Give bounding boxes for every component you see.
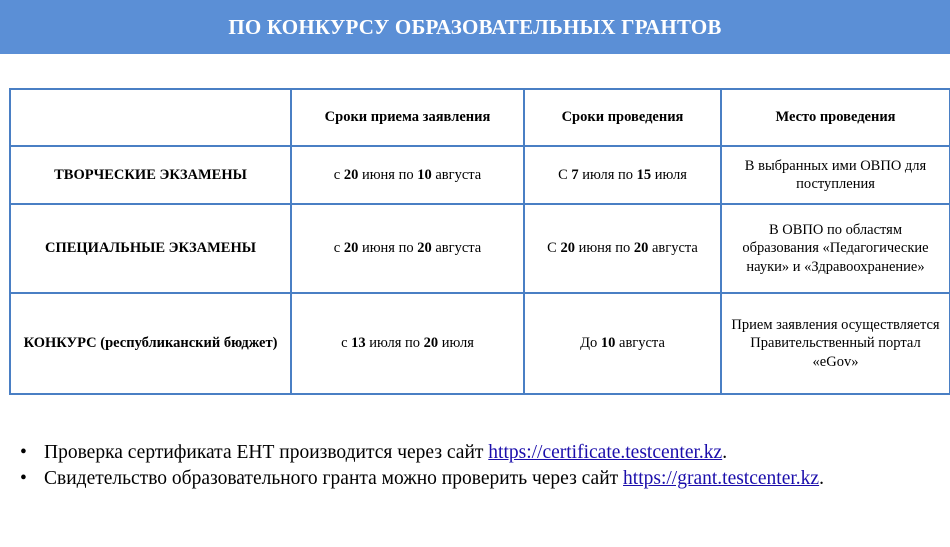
cell-place: Прием заявления осуществляется Правительственный портал «eGov» [721, 293, 950, 394]
list-item [18, 440, 943, 466]
table-row [10, 293, 950, 394]
note-text: Свидетельство образовательного гранта можно проверить через сайт [44, 468, 624, 489]
note-punctuation: . [722, 442, 728, 463]
cell-place: В ОВПО по областям образования «Педагогические науки» и «Здравоохранение» [721, 204, 950, 293]
certificate-site-link[interactable]: https://certificate.testcenter.kz [488, 442, 723, 463]
header-cell-conduct-dates: Сроки проведения [524, 89, 721, 146]
note-text: Проверка сертификата ЕНТ производится через сайт [44, 442, 489, 463]
cell-application-dates: с 20 июня по 10 августа [291, 146, 524, 204]
cell-place: В выбранных ими ОВПО для поступления [721, 146, 950, 204]
table-header-row [10, 89, 950, 146]
cell-conduct-dates: С 20 июня по 20 августа [524, 204, 721, 293]
cell-conduct-dates: С 7 июля по 15 июля [524, 146, 721, 204]
cell-application-dates: с 20 июня по 20 августа [291, 204, 524, 293]
header-cell-application-dates: Сроки приема заявления [291, 89, 524, 146]
note-punctuation: . [819, 468, 824, 489]
row-label-creative-exams: ТВОРЧЕСКИЕ ЭКЗАМЕНЫ [10, 146, 291, 204]
header-bar [0, 0, 950, 54]
row-label-competition: КОНКУРС (республиканский бюджет) [10, 293, 291, 394]
grant-site-link[interactable]: https://grant.testcenter.kz [623, 468, 820, 489]
row-label-special-exams: СПЕЦИАЛЬНЫЕ ЭКЗАМЕНЫ [10, 204, 291, 293]
table-row [10, 146, 950, 204]
grants-schedule-table [9, 88, 950, 395]
cell-application-dates: с 13 июля по 20 июля [291, 293, 524, 394]
bullet-icon: • [20, 468, 27, 489]
table-row [10, 204, 950, 293]
header-cell-place: Место проведения [721, 89, 950, 146]
page-title: ПО КОНКУРСУ ОБРАЗОВАТЕЛЬНЫХ ГРАНТОВ [228, 14, 722, 39]
header-cell-empty [10, 89, 291, 146]
notes-list [18, 440, 943, 492]
list-item [18, 466, 943, 492]
bullet-icon: • [20, 442, 27, 463]
cell-conduct-dates: До 10 августа [524, 293, 721, 394]
